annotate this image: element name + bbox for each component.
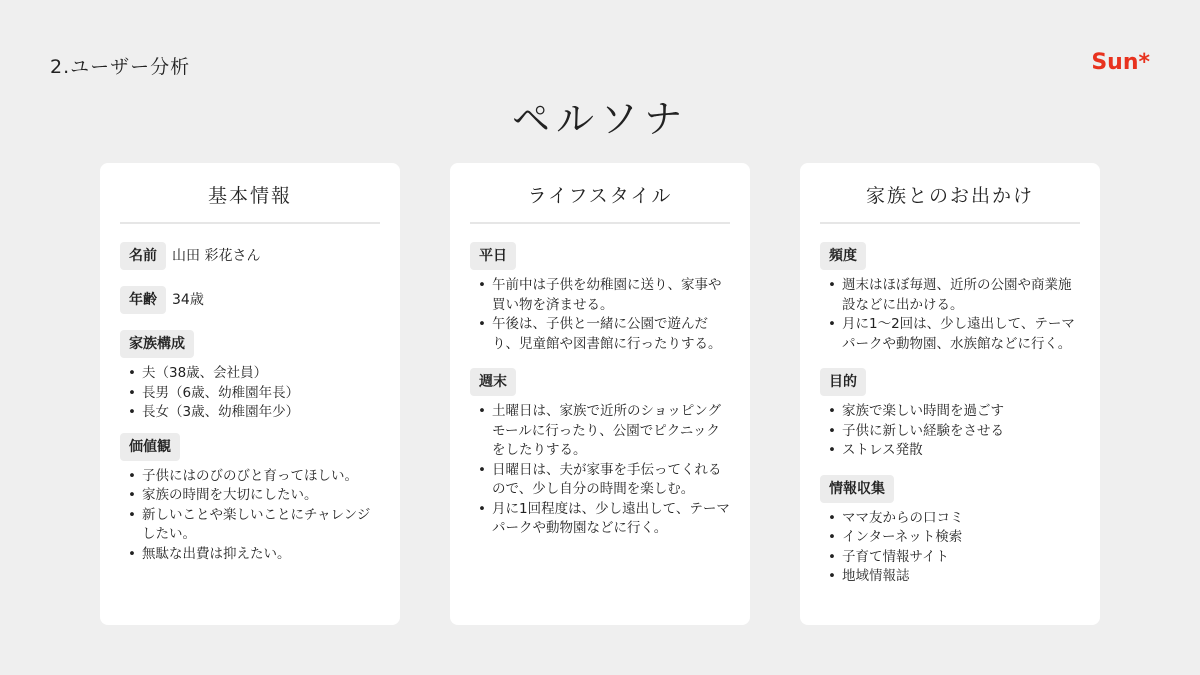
name-row	[120, 240, 380, 270]
weekday-block	[470, 240, 730, 354]
card-title: 基本情報	[120, 163, 380, 224]
page-title: ペルソナ	[511, 97, 688, 141]
name-value: 山田 彩花さん	[172, 248, 261, 264]
purpose-tag: 目的	[820, 368, 866, 396]
list-item: • 長男（6歳、幼稚園年長）	[128, 384, 380, 404]
weekend-block	[470, 366, 730, 539]
list-item: • 子育て情報サイト	[828, 548, 1080, 568]
purpose-block	[820, 366, 1080, 461]
list-item: • 子供に新しい経験をさせる	[828, 422, 1080, 442]
list-item: • 地域情報誌	[828, 567, 1080, 587]
list-item: • インターネット検索	[828, 528, 1080, 548]
list-item: • 子供にはのびのびと育ってほしい。	[128, 467, 380, 487]
weekend-list	[470, 402, 730, 539]
weekday-list	[470, 276, 730, 354]
brand-logo: Sun*	[1091, 50, 1150, 75]
lifestyle-card	[450, 163, 750, 625]
name-tag: 名前	[120, 242, 166, 270]
list-item: • ストレス発散	[828, 441, 1080, 461]
age-row	[120, 284, 380, 314]
info-list	[820, 509, 1080, 587]
values-list	[120, 467, 380, 565]
list-item: • 無駄な出費は抑えたい。	[128, 545, 380, 565]
card-title: ライフスタイル	[470, 163, 730, 224]
frequency-list	[820, 276, 1080, 354]
info-tag: 情報収集	[820, 475, 894, 503]
list-item: • 午後は、子供と一緒に公園で遊んだり、児童館や図書館に行ったりする。	[478, 315, 730, 354]
list-item: • 月に1〜2回は、少し遠出して、テーマパークや動物園、水族館などに行く。	[828, 315, 1080, 354]
list-item: • 月に1回程度は、少し遠出して、テーマパークや動物園などに行く。	[478, 500, 730, 539]
purpose-list	[820, 402, 1080, 461]
card-title: 家族とのお出かけ	[820, 163, 1080, 224]
values-tag: 価値観	[120, 433, 180, 461]
family-list	[120, 364, 380, 423]
list-item: • 午前中は子供を幼稚園に送り、家事や買い物を済ませる。	[478, 276, 730, 315]
list-item: • 長女（3歳、幼稚園年少）	[128, 403, 380, 423]
persona-cards	[100, 163, 1100, 625]
list-item: • 家族の時間を大切にしたい。	[128, 486, 380, 506]
list-item: • 新しいことや楽しいことにチャレンジしたい。	[128, 506, 380, 545]
list-item: • 夫（38歳、会社員）	[128, 364, 380, 384]
list-item: • 家族で楽しい時間を過ごす	[828, 402, 1080, 422]
family-tag: 家族構成	[120, 330, 194, 358]
weekend-tag: 週末	[470, 368, 516, 396]
frequency-block	[820, 240, 1080, 354]
weekday-tag: 平日	[470, 242, 516, 270]
list-item: • 日曜日は、夫が家事を手伝ってくれるので、少し自分の時間を楽しむ。	[478, 461, 730, 500]
family-block	[120, 328, 380, 423]
basic-info-card	[100, 163, 400, 625]
age-value: 34歳	[172, 292, 204, 308]
list-item: • 土曜日は、家族で近所のショッピングモールに行ったり、公園でピクニックをしたりする。	[478, 402, 730, 461]
section-label: 2.ユーザー分析	[50, 56, 191, 78]
list-item: • 週末はほぼ毎週、近所の公園や商業施設などに出かける。	[828, 276, 1080, 315]
info-block	[820, 473, 1080, 587]
age-tag: 年齢	[120, 286, 166, 314]
frequency-tag: 頻度	[820, 242, 866, 270]
list-item: • ママ友からの口コミ	[828, 509, 1080, 529]
values-block	[120, 431, 380, 565]
family-outing-card	[800, 163, 1100, 625]
